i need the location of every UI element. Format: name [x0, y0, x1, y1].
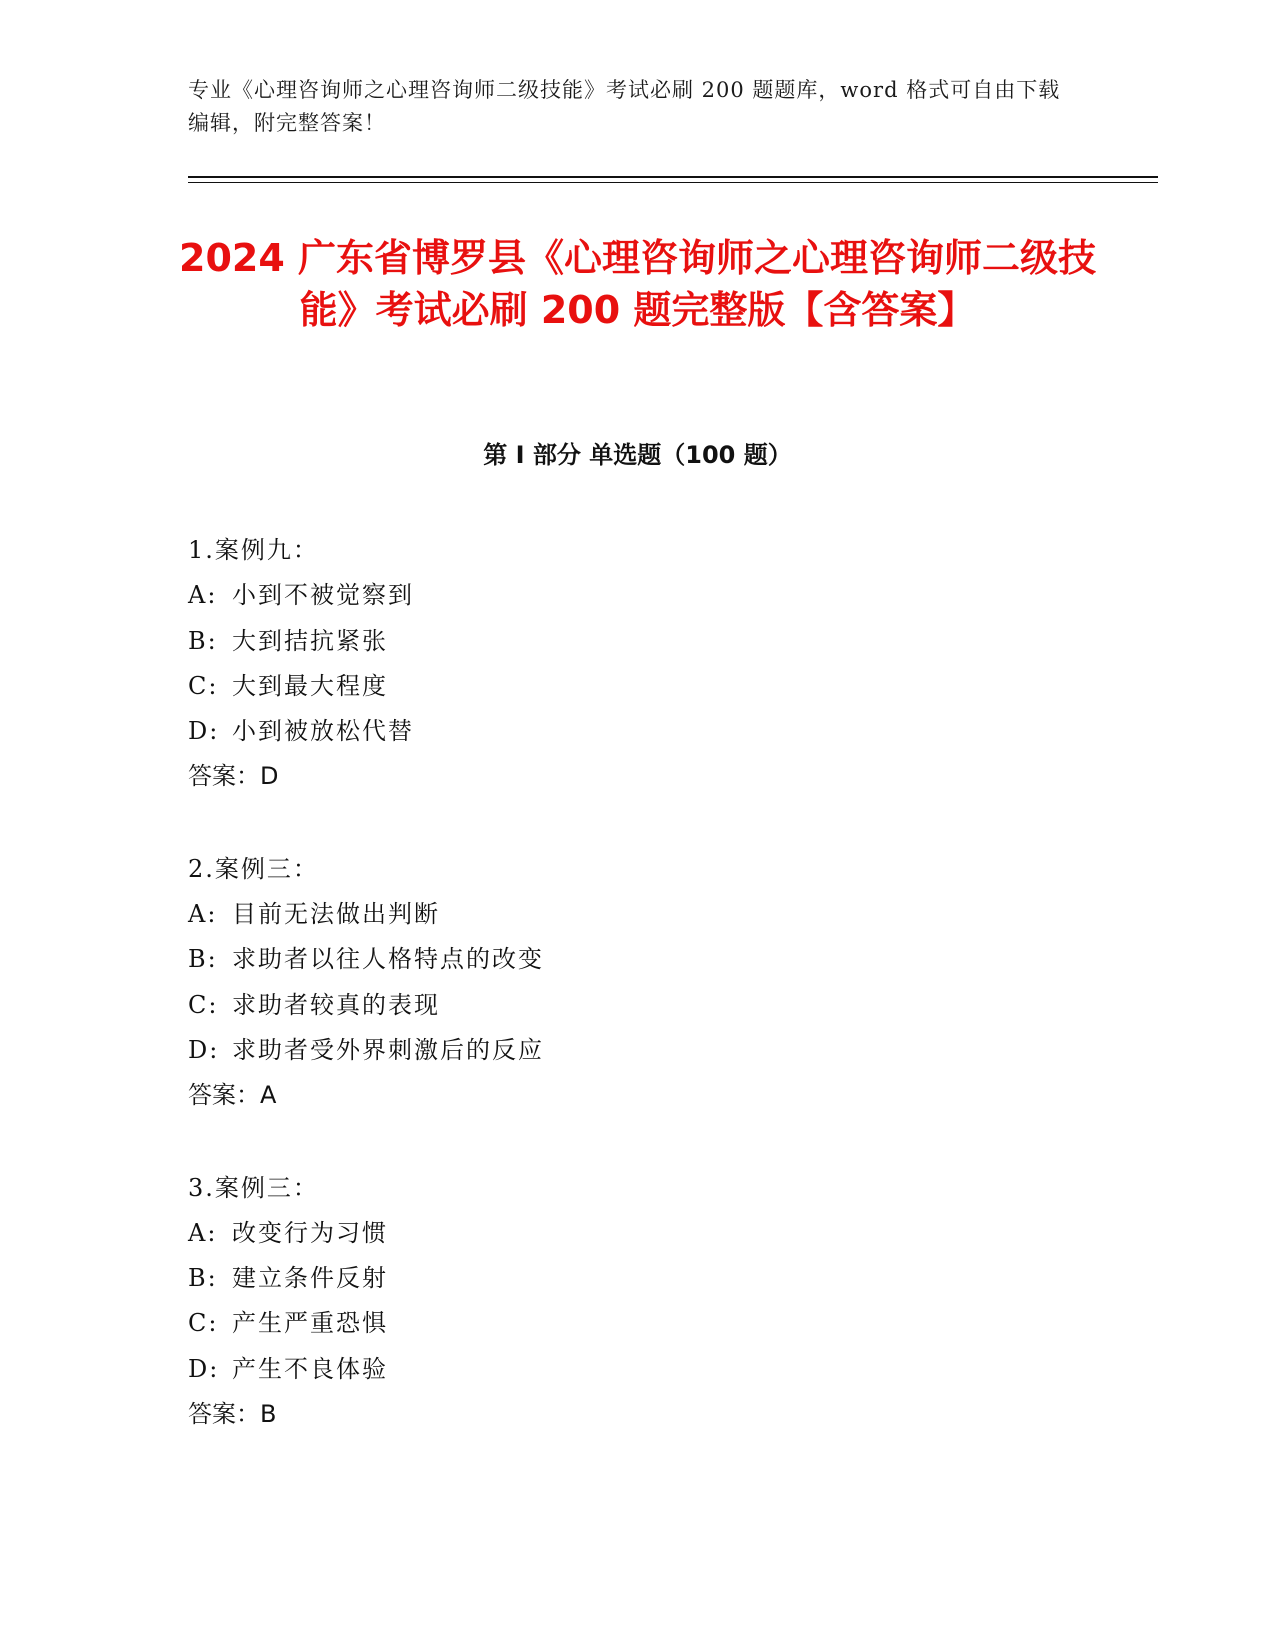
option-key: B: [188, 626, 218, 655]
option-key: C: [188, 990, 219, 1019]
option-a [188, 573, 1088, 618]
option-a [188, 1211, 1088, 1256]
option-b [188, 937, 1088, 982]
section-title: 第 I 部分 单选题（100 题） [483, 441, 792, 469]
option-c [188, 1301, 1088, 1346]
question-stem: 3.案例三： [188, 1173, 319, 1202]
header-divider-thick [188, 176, 1158, 178]
option-key: A: [188, 1218, 218, 1247]
option-b [188, 619, 1088, 664]
option-b [188, 1256, 1088, 1301]
option-key: D: [188, 1354, 220, 1383]
option-key: A: [188, 900, 218, 929]
option-text: 求助者受外界刺激后的反应 [232, 1035, 544, 1064]
question-3 [188, 1166, 1088, 1438]
option-key: A: [188, 581, 218, 610]
question-1 [188, 528, 1088, 800]
option-key: B: [188, 945, 218, 974]
option-d [188, 1347, 1088, 1392]
option-d [188, 1028, 1088, 1073]
header-divider-thin [188, 182, 1158, 183]
option-c [188, 983, 1088, 1028]
option-text: 小到不被觉察到 [232, 581, 414, 610]
option-key: D: [188, 717, 220, 746]
option-text: 建立条件反射 [232, 1264, 388, 1293]
option-key: B: [188, 1264, 218, 1293]
question-list [188, 528, 1088, 1484]
option-c [188, 664, 1088, 709]
option-text: 小到被放松代替 [232, 717, 414, 746]
option-text: 产生严重恐惧 [232, 1309, 388, 1338]
option-text: 大到拮抗紧张 [232, 626, 388, 655]
question-stem: 2.案例三： [188, 854, 319, 883]
option-key: C: [188, 671, 219, 700]
option-text: 目前无法做出判断 [232, 900, 440, 929]
option-text: 改变行为习惯 [232, 1218, 388, 1247]
option-text: 求助者较真的表现 [232, 990, 440, 1019]
option-d [188, 709, 1088, 754]
option-key: D: [188, 1035, 220, 1064]
answer-line: 答案：A [188, 1081, 277, 1110]
option-text: 大到最大程度 [232, 671, 388, 700]
question-2 [188, 847, 1088, 1119]
option-text: 产生不良体验 [232, 1354, 388, 1383]
option-text: 求助者以往人格特点的改变 [232, 945, 544, 974]
option-a [188, 892, 1088, 937]
answer-line: 答案：B [188, 1400, 277, 1429]
document-title: 2024 广东省博罗县《心理咨询师之心理咨询师二级技能》考试必刷 200 题完整版【含答案】 [179, 236, 1096, 332]
question-stem: 1.案例九： [188, 536, 319, 564]
option-key: C: [188, 1309, 219, 1338]
header-note: 专业《心理咨询师之心理咨询师二级技能》考试必刷 200 题题库，word 格式可自由下载编辑，附完整答案！ [188, 78, 1061, 135]
answer-line: 答案：D [188, 762, 279, 791]
